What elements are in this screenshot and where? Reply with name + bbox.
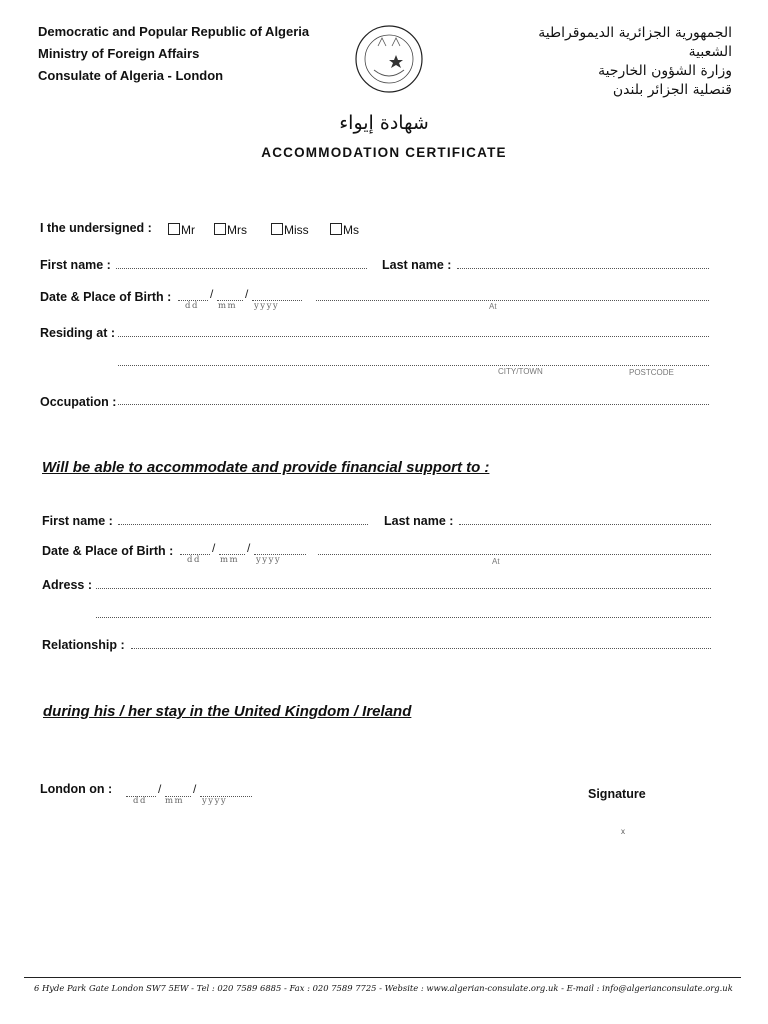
header-line-republic: Democratic and Popular Republic of Algeria xyxy=(38,24,310,39)
signature-mark[interactable]: x xyxy=(621,827,625,836)
dd-hint: dd xyxy=(187,555,201,565)
dd-hint: dd xyxy=(133,796,147,806)
guest-first-name-field[interactable] xyxy=(118,524,368,525)
header-line-ministry: Ministry of Foreign Affairs xyxy=(38,46,200,61)
host-first-name-label: First name : xyxy=(40,258,111,272)
date-separator: / xyxy=(245,287,249,301)
signature-label: Signature xyxy=(588,787,646,801)
guest-address-line2-field[interactable] xyxy=(96,617,711,618)
support-statement-heading: Will be able to accommodate and provide financial support to : xyxy=(42,459,490,476)
host-residing-label: Residing at : xyxy=(40,326,116,340)
consulate-header-arabic xyxy=(492,24,732,100)
title-option-mrs[interactable] xyxy=(214,221,247,239)
city-town-hint: CITY/TOWN xyxy=(498,367,543,376)
guest-relationship-label: Relationship : xyxy=(42,638,125,652)
mm-hint: mm xyxy=(218,301,238,311)
title-option-label: Miss xyxy=(284,223,309,237)
date-separator: / xyxy=(247,541,251,555)
title-option-mr[interactable] xyxy=(168,221,195,239)
host-occupation-label: Occupation : xyxy=(40,395,117,409)
title-option-label: Ms xyxy=(343,223,359,237)
date-separator: / xyxy=(210,287,214,301)
stay-statement-heading: during his / her stay in the United Kingdom / Ireland xyxy=(43,703,412,720)
host-address-line1-field[interactable] xyxy=(118,336,709,337)
host-first-name-field[interactable] xyxy=(116,268,367,269)
postcode-hint: POSTCODE xyxy=(629,368,674,377)
guest-birth-place-field[interactable] xyxy=(318,554,711,555)
title-arabic: شهادة إيواء xyxy=(339,112,429,134)
mm-hint: mm xyxy=(165,796,185,806)
algeria-state-seal-icon xyxy=(352,24,426,94)
header-ar-ministry: وزارة الشؤون الخارجية xyxy=(598,63,732,79)
at-hint: At xyxy=(489,302,497,311)
guest-last-name-label: Last name : xyxy=(384,514,454,528)
header-ar-consulate: قنصلية الجزائر بلندن xyxy=(612,82,732,98)
header-ar-republic: الجمهورية الجزائرية الديموقراطية الشعبية xyxy=(538,25,732,60)
checkbox-miss[interactable] xyxy=(271,223,283,235)
guest-relationship-field[interactable] xyxy=(131,648,711,649)
date-separator: / xyxy=(193,782,197,796)
guest-dob-label: Date & Place of Birth : xyxy=(42,544,174,558)
checkbox-mr[interactable] xyxy=(168,223,180,235)
guest-last-name-field[interactable] xyxy=(459,524,711,525)
title-option-label: Mr xyxy=(181,223,195,237)
guest-first-name-label: First name : xyxy=(42,514,113,528)
checkbox-ms[interactable] xyxy=(330,223,342,235)
host-last-name-field[interactable] xyxy=(457,268,709,269)
host-address-line2-field[interactable] xyxy=(118,365,709,366)
footer-contact-info: 6 Hyde Park Gate London SW7 5EW - Tel : 020 7589 6885 - Fax : 020 7589 7725 - Website : www.algerian-consulate.org.uk - E-mail : info@algerianconsulate.org.uk xyxy=(34,983,733,993)
title-option-miss[interactable] xyxy=(271,221,309,239)
yyyy-hint: yyyy xyxy=(202,796,228,806)
host-birth-place-field[interactable] xyxy=(316,300,709,301)
dd-hint: dd xyxy=(185,301,199,311)
host-occupation-field[interactable] xyxy=(118,404,709,405)
header-line-consulate: Consulate of Algeria - London xyxy=(38,68,224,83)
page-title: ACCOMMODATION CERTIFICATE xyxy=(261,145,507,160)
title-option-label: Mrs xyxy=(227,223,247,237)
footer-rule xyxy=(24,977,741,978)
yyyy-hint: yyyy xyxy=(254,301,280,311)
london-on-label: London on : xyxy=(40,782,113,796)
undersigned-label: I the undersigned : xyxy=(40,221,152,235)
consulate-header-english xyxy=(38,21,309,87)
date-separator: / xyxy=(212,541,216,555)
date-separator: / xyxy=(158,782,162,796)
title-option-ms[interactable] xyxy=(330,221,359,239)
guest-address-label: Adress : xyxy=(42,578,93,592)
host-last-name-label: Last name : xyxy=(382,258,452,272)
host-dob-label: Date & Place of Birth : xyxy=(40,290,172,304)
at-hint: At xyxy=(492,557,500,566)
mm-hint: mm xyxy=(220,555,240,565)
checkbox-mrs[interactable] xyxy=(214,223,226,235)
guest-address-line1-field[interactable] xyxy=(96,588,711,589)
yyyy-hint: yyyy xyxy=(256,555,282,565)
